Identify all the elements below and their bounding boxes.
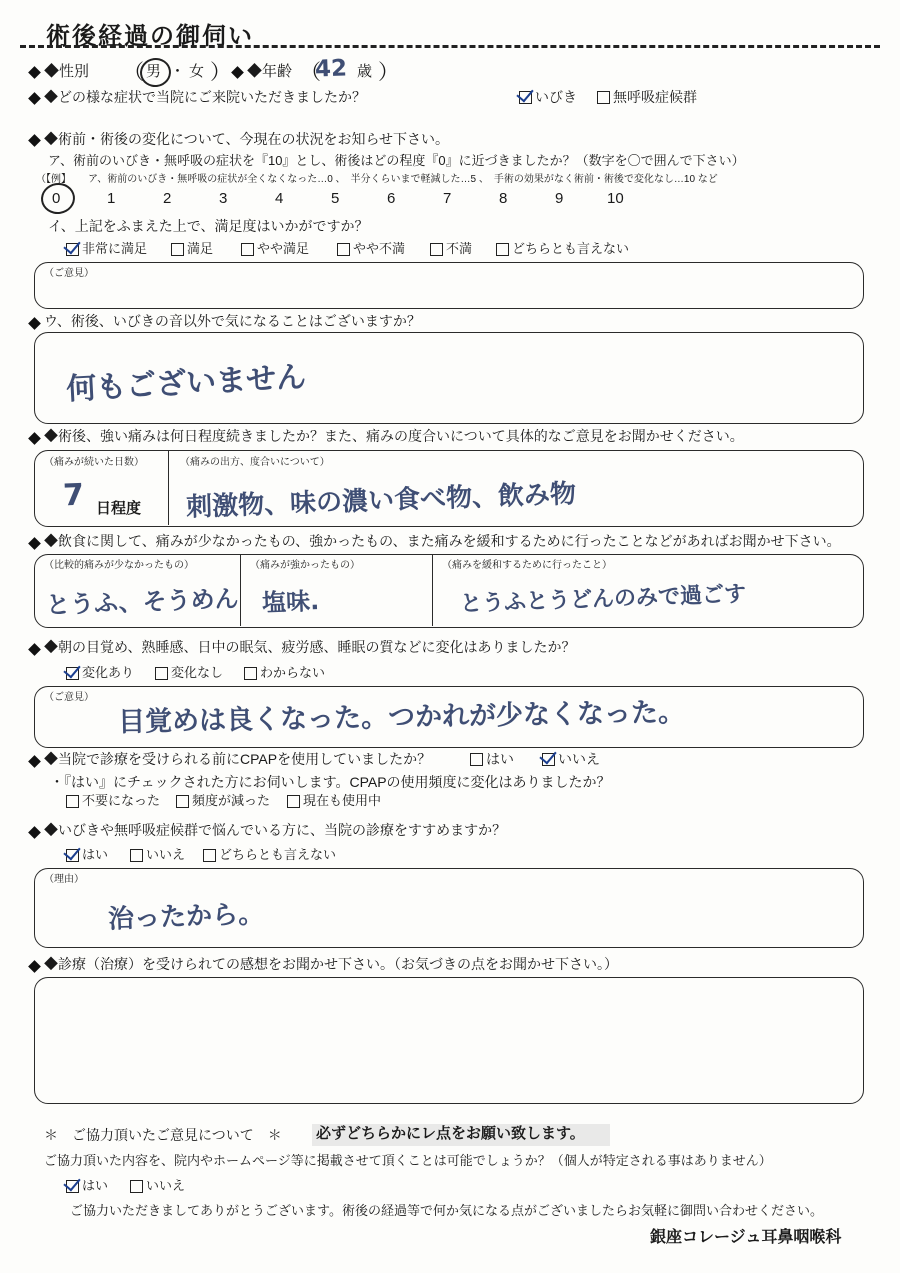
clinic-name: 銀座コレージュ耳鼻咽喉科 (650, 1229, 842, 1246)
gender-option-female[interactable]: 女 (189, 63, 205, 80)
diamond-bullet-icon (28, 643, 41, 656)
pain-detail-col-label: （痛みの出方、度合いについて） (180, 457, 330, 468)
checkbox-very-satisfied[interactable] (66, 243, 79, 256)
checkbox-recommend-neither[interactable] (203, 849, 216, 862)
other-question-label: ウ、術後、いびきの音以外で気になることはございますか？ (44, 313, 421, 329)
label-recommend-yes: はい (82, 847, 109, 862)
diamond-bullet-icon (28, 960, 41, 973)
scale-value-2[interactable]: 2 (163, 190, 172, 207)
scale-value-10[interactable]: 10 (607, 190, 624, 207)
checkbox-cpap-still-using[interactable] (287, 795, 300, 808)
consent-thanks: ご協力いただきましてありがとうございます。術後の経過等で何か気になる点がございましたらお気軽に御問い合わせください。 (70, 1203, 823, 1218)
scale-value-1[interactable]: 1 (107, 190, 116, 207)
diamond-bullet-icon (28, 317, 41, 330)
checkbox-sleep-changed[interactable] (66, 667, 79, 680)
label-consent-no: いいえ (146, 1178, 186, 1193)
checkbox-recommend-yes[interactable] (66, 849, 79, 862)
checkbox-neither[interactable] (496, 243, 509, 256)
checkbox-consent-no[interactable] (130, 1180, 143, 1193)
recommend-reason-value: 治ったから。 (107, 899, 265, 935)
scale-selected-circle-mark (39, 181, 77, 216)
change-sub-a-label: ア、術前のいびき・無呼吸の症状を『10』とし、術後はどの程度『0』に近づきましたか？（数字を〇で囲んで下さい） (48, 153, 745, 168)
label-sleep-unchanged: 変化なし (171, 665, 224, 680)
label-neither: どちらとも言えない (512, 241, 630, 256)
checkbox-sleep-unknown[interactable] (244, 667, 257, 680)
label-cpap-no: いいえ (558, 751, 600, 767)
checkbox-consent-yes[interactable] (66, 1180, 79, 1193)
satisfaction-comment-label: （ご意見） (44, 268, 94, 279)
diamond-bullet-icon (28, 755, 41, 768)
paren-close-gender: ） (210, 61, 231, 84)
food-question-label: ◆飲食に関して、痛みが少なかったもの、強かったもの、また痛みを緩和するために行ったことなどがあればお聞かせ下さい。 (44, 533, 841, 549)
cpap-sub-label: ・『はい』にチェックされた方にお伺いします。CPAPの使用頻度に変化はありましたか？ (50, 774, 611, 790)
label-somewhat-satisfied: やや満足 (257, 241, 310, 256)
diamond-bullet-icon (28, 92, 41, 105)
sleep-comment-label: （ご意見） (44, 692, 94, 703)
scale-value-8[interactable]: 8 (499, 190, 508, 207)
checkbox-satisfied[interactable] (171, 243, 184, 256)
diamond-bullet-icon (28, 432, 41, 445)
checkbox-cpap-reduced[interactable] (176, 795, 189, 808)
scale-value-0[interactable]: 0 (52, 190, 61, 207)
pain-question-label: ◆術後、強い痛みは何日程度続きましたか？また、痛みの度合いについて具体的なご意見をお聞かせください。 (44, 428, 744, 444)
pain-days-unit: 日程度 (96, 500, 142, 517)
checkbox-apnea[interactable] (597, 91, 610, 104)
label-cpap-still-using: 現在も使用中 (303, 793, 382, 808)
label-apnea: 無呼吸症候群 (613, 89, 697, 105)
impression-question-label: ◆診療（治療）を受けられての感想をお聞かせ下さい。（お気づきの点をお聞かせ下さい。） (44, 956, 618, 972)
food-col2-value: 塩味. (261, 587, 320, 617)
title-divider (20, 45, 880, 48)
label-cpap-not-needed: 不要になった (82, 793, 161, 808)
age-value-handwritten: 42 (314, 55, 348, 83)
consent-highlight-text: 必ずどちらかにレ点をお願い致します。 (316, 1125, 585, 1142)
cpap-question-label: ◆当院で診療を受けられる前にCPAPを使用していましたか？ (44, 751, 432, 767)
scale-value-9[interactable]: 9 (555, 190, 564, 207)
consent-star-label: ＊ ご協力頂いたご意見について ＊ (44, 1127, 282, 1143)
checkbox-somewhat-dissatisfied[interactable] (337, 243, 350, 256)
scale-value-3[interactable]: 3 (219, 190, 228, 207)
recommend-reason-label: （理由） (44, 874, 84, 885)
label-cpap-reduced: 頻度が減った (192, 793, 271, 808)
diamond-bullet-icon (28, 537, 41, 550)
checkbox-somewhat-satisfied[interactable] (241, 243, 254, 256)
checkbox-cpap-no[interactable] (542, 753, 555, 766)
sleep-comment-value: 目覚めは良くなった。つかれが少なくなった。 (117, 697, 686, 738)
label-cpap-yes: はい (486, 751, 514, 767)
consent-question: ご協力頂いた内容を、院内やホームページ等に掲載させて頂くことは可能でしょうか？（個人が特定される事はありません） (44, 1153, 772, 1168)
label-snoring: いびき (535, 89, 577, 105)
gender-separator: ・ (170, 63, 186, 80)
paren-open-gender: （ (123, 61, 144, 84)
scale-value-7[interactable]: 7 (443, 190, 452, 207)
gender-label: ◆性別 (44, 63, 90, 80)
diamond-bullet-icon (28, 134, 41, 147)
change-example-text: ア、術前のいびき・無呼吸の症状が全くなくなった…0 、 半分くらいまで軽減した…5 、 手術の効果がなく術前・術後で変化なし…10 など (88, 174, 718, 185)
checkbox-cpap-yes[interactable] (470, 753, 483, 766)
scale-value-4[interactable]: 4 (275, 190, 284, 207)
change-question-label: ◆術前・術後の変化について、今現在の状況をお知らせ下さい。 (44, 131, 450, 147)
label-very-satisfied: 非常に満足 (82, 241, 148, 256)
pain-box-separator (168, 450, 169, 525)
satisfaction-comment-box[interactable] (34, 262, 864, 309)
label-sleep-unknown: わからない (260, 665, 326, 680)
diamond-bullet-icon (231, 66, 244, 79)
symptom-question-label: ◆どの様な症状で当院にご来院いただきましたか？ (44, 89, 366, 105)
satisfaction-question-label: イ、上記をふまえた上で、満足度はいかがですか？ (48, 218, 369, 234)
gender-option-male[interactable]: 男 (146, 63, 162, 80)
paren-open-age: （ (300, 61, 321, 84)
checkbox-sleep-unchanged[interactable] (155, 667, 168, 680)
label-dissatisfied: 不満 (446, 241, 473, 256)
pain-days-value: 7 (62, 477, 85, 514)
checkbox-snoring[interactable] (519, 91, 532, 104)
age-unit: 歳 (357, 63, 373, 80)
pain-days-col-label: （痛みが続いた日数） (44, 457, 144, 468)
pain-detail-value: 刺激物、味の濃い食べ物、飲み物 (185, 479, 577, 523)
diamond-bullet-icon (28, 826, 41, 839)
label-recommend-neither: どちらとも言えない (219, 847, 337, 862)
paren-close-age: ） (378, 61, 399, 84)
food-col3-label: （痛みを緩和するために行ったこと） (442, 560, 612, 571)
sleep-question-label: ◆朝の目覚め、熟睡感、日中の眠気、疲労感、睡眠の質などに変化はありましたか？ (44, 639, 576, 655)
checkbox-recommend-no[interactable] (130, 849, 143, 862)
impression-answer-box[interactable] (34, 977, 864, 1104)
change-example-prefix: （【例】 (36, 174, 71, 185)
recommend-question-label: ◆いびきや無呼吸症候群で悩んでいる方に、当院の診療をすすめますか？ (44, 822, 507, 838)
checkbox-dissatisfied[interactable] (430, 243, 443, 256)
label-somewhat-dissatisfied: やや不満 (353, 241, 406, 256)
scale-value-5[interactable]: 5 (331, 190, 340, 207)
diamond-bullet-icon (28, 66, 41, 79)
label-recommend-no: いいえ (146, 847, 186, 862)
food-col3-value: とうふとうどんのみで過ごす (459, 582, 747, 617)
label-sleep-changed: 変化あり (82, 665, 135, 680)
label-satisfied: 満足 (187, 241, 214, 256)
food-col2-label: （痛みが強かったもの） (250, 560, 360, 571)
food-col1-label: （比較的痛みが少なかったもの） (44, 560, 194, 571)
checkbox-cpap-not-needed[interactable] (66, 795, 79, 808)
scale-value-6[interactable]: 6 (387, 190, 396, 207)
other-answer-value: 何もございません (65, 359, 307, 408)
label-consent-yes: はい (82, 1178, 109, 1193)
age-label: ◆年齢 (247, 63, 293, 80)
food-box-separator-1 (240, 554, 241, 626)
page-title: 術後経過の御伺い (46, 24, 254, 50)
food-col1-value: とうふ、そうめん (45, 584, 240, 620)
food-box-separator-2 (432, 554, 433, 626)
